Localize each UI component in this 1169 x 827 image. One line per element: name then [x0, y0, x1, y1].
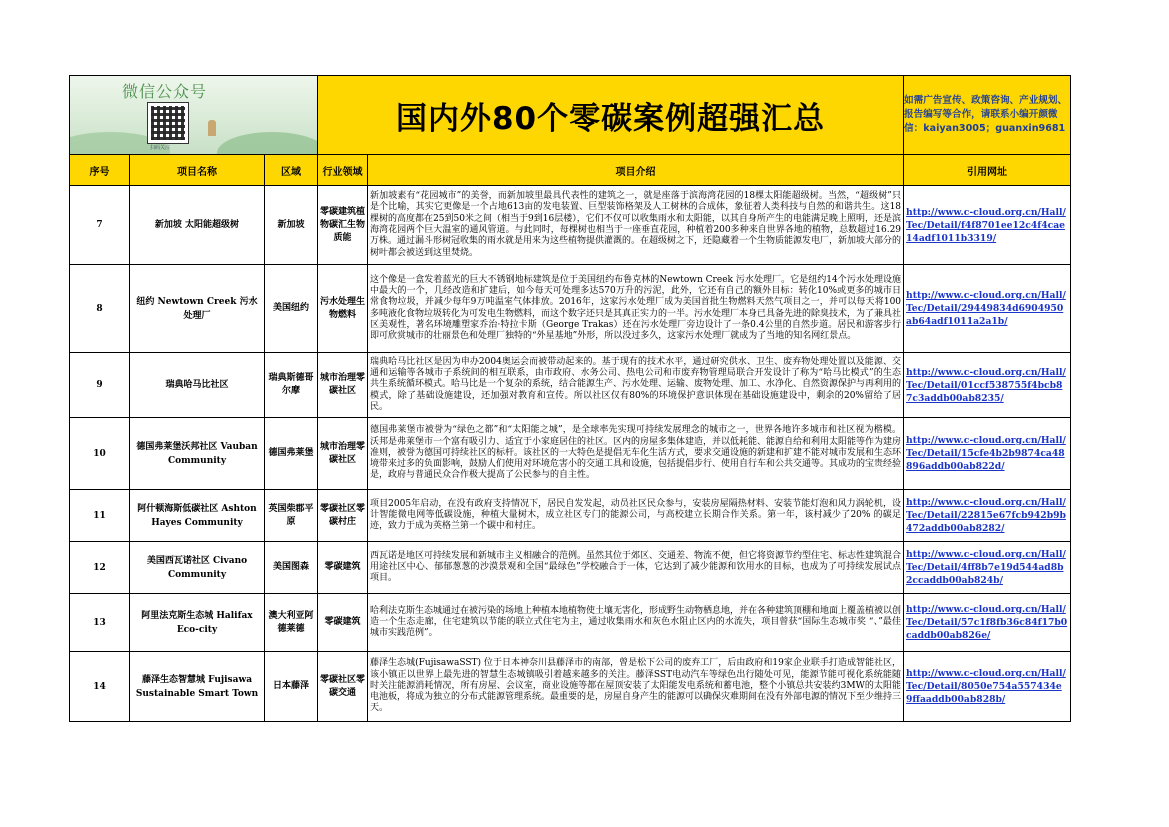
reference-url-cell — [904, 652, 1071, 722]
project-name-cell: 阿里法克斯生态城 Halifax Eco-city — [130, 594, 265, 652]
column-header-row — [70, 155, 1071, 186]
reference-link[interactable]: http://www.c-cloud.org.cn/Hall/Tec/Detail/01ccf538755f4bcb87c3addb00ab8235/ — [906, 366, 1066, 404]
column-header: 引用网址 — [904, 155, 1071, 186]
column-header: 项目介绍 — [368, 155, 904, 186]
page-title: 国内外80个零碳案例超强汇总 — [318, 76, 904, 155]
project-intro-cell: 项目2005年启动，在没有政府支持情况下，居民自发发起，动员社区民众参与，安装房屋隔热材料、安装节能灯泡和风力涡轮机，设计智能微电网等低碳设施，种植大量树木，成立社区专门的能源公司，与高校建立长期合作关系。第一年，该村减少了20% 的碳足迹，致力于成为英格兰第一个碳中和村庄。 — [368, 490, 904, 542]
qr-caption: 扫码关注 — [150, 145, 171, 151]
reference-link[interactable]: http://www.c-cloud.org.cn/Hall/Tec/Detail/22815e67fcb942b9b472addb00ab8282/ — [906, 497, 1066, 534]
table-row — [70, 265, 1071, 353]
row-number-cell: 13 — [70, 594, 130, 652]
project-name-cell: 藤泽生态智慧城 Fujisawa Sustainable Smart Town — [130, 652, 265, 722]
reference-link[interactable]: http://www.c-cloud.org.cn/Hall/Tec/Detail/f4f8701ee12c4f4cae14adf1011b3319/ — [906, 206, 1066, 244]
person-icon — [208, 120, 216, 136]
region-cell: 美国图森 — [265, 542, 318, 594]
project-intro-cell: 西瓦诺是地区可持续发展和新城市主义相融合的范例。虽然其位于郊区、交通差、物流不便，但它将资源节约型住宅、标志性建筑混合用途社区中心、郁郁葱葱的沙漠景观和全国“最绿色”学校融合于一体，它达到了减少能源和饮用水的目标，也成为了可持续发展试点项目。 — [368, 542, 904, 594]
table-row — [70, 594, 1071, 652]
spreadsheet — [69, 75, 1070, 722]
reference-url-cell — [904, 186, 1071, 265]
project-intro-cell: 哈利法克斯生态城通过在被污染的场地上种植本地植物使土壤无害化，形成野生动物栖息地，并在各种建筑顶棚和地面上覆盖植被以创造一个生态走廊，住宅建筑以节能的联立式住宅为主，通过收集雨水和灰色水阻止区内的水流失，项目曾获“国际生态城市奖 “、”最佳城市实践范例”。 — [368, 594, 904, 652]
logo-cell — [70, 76, 318, 155]
row-number-cell: 12 — [70, 542, 130, 594]
reference-url-cell — [904, 265, 1071, 353]
industry-field-cell: 污水处理生物燃料 — [318, 265, 368, 353]
table-row — [70, 418, 1071, 490]
case-table — [69, 75, 1071, 722]
project-intro-cell: 新加坡素有“花园城市”的美誉，而新加坡里最具代表性的建筑之一，就是座落于滨海湾花园的18棵太阳能超级树。当然，“超级树”只是个比喻，其实它更像是一个占地613亩的发电装置、巨型装饰格架及人工树林的合成体，象征着人类科技与自然的和谐共生。这18棵树的高度都在25到50米之间（相当于9到16层楼），它们不仅可以收集雨水和太阳能，以其自身所产生的电能满足晚上照明，还是滨海湾花园两个巨大温室的通风管道。与此同时，每棵树也相当于一座垂直花园，种植着200多种来自世界各地的植物，总数超过16.29万株。通过漏斗形树冠收集的雨水就是用来为这些植物提供灌溉的。在超级树之下，还隐藏着一个生物质能源发电厂，新加坡大部分的树叶都会被送到这里焚烧。 — [368, 186, 904, 265]
industry-field-cell: 零碳社区零碳交通 — [318, 652, 368, 722]
reference-link[interactable]: http://www.c-cloud.org.cn/Hall/Tec/Detail/4ff8b7e19d544ad8b2ccaddb00ab824b/ — [906, 549, 1066, 586]
table-row — [70, 490, 1071, 542]
row-number-cell: 7 — [70, 186, 130, 265]
reference-url-cell — [904, 353, 1071, 418]
hill-decoration — [217, 132, 317, 154]
row-number-cell: 11 — [70, 490, 130, 542]
table-row — [70, 542, 1071, 594]
region-cell: 德国弗莱堡 — [265, 418, 318, 490]
industry-field-cell: 零碳建筑植物碳汇生物质能 — [318, 186, 368, 265]
project-name-cell: 阿什顿海斯低碳社区 Ashton Hayes Community — [130, 490, 265, 542]
project-intro-cell: 德国弗莱堡市被誉为“绿色之都”和“太阳能之城”，是全球率先实现可持续发展理念的城市之一，世界各地许多城市和社区视为楷模。沃邦是弗莱堡市一个富有吸引力、适宜于小家庭居住的社区。区内的房屋多集体建造，并以低耗能、能源自给和利用太阳能等作为建房准则，被誉为德国可持续社区的标杆。该社区的一大特色是提倡无车化生活方式，要求交通设施的新建和扩建不能对城市发展和生态环境带来过多的负面影响，鼓励人们使用对环境危害小的交通工具和设施，包括提倡步行、使用自行车和公共交通等。其成功的宝贵经验是，政府与普通民众合作极大提高了公民参与的自主性。 — [368, 418, 904, 490]
industry-field-cell: 零碳建筑 — [318, 542, 368, 594]
project-name-cell: 瑞典哈马比社区 — [130, 353, 265, 418]
reference-link[interactable]: http://www.c-cloud.org.cn/Hall/Tec/Detail/57c1f8fb36c84f17b0caddb00ab826e/ — [906, 604, 1068, 641]
column-header: 行业领域 — [318, 155, 368, 186]
column-header: 序号 — [70, 155, 130, 186]
reference-url-cell — [904, 594, 1071, 652]
project-name-cell: 新加坡 太阳能超级树 — [130, 186, 265, 265]
reference-url-cell — [904, 542, 1071, 594]
project-name-cell: 纽约 Newtown Creek 污水处理厂 — [130, 265, 265, 353]
table-row — [70, 186, 1071, 265]
project-intro-cell: 这个像是一盒发着蓝光的巨大不锈钢地标建筑是位于美国纽约布鲁克林的Newtown Creek 污水处理厂。它是纽约14个污水处理设施中最大的一个，几经改造和扩建后，如今每天可处理多达570万升的污泥，此外，它还有自己的额外目标：转化10%或更多的城市日常食物垃圾，并减少每年9万吨温室气体排放。2016年，这家污水处理厂成为美国首批生物燃料天然气项目之一，并可以每天将100多吨液化食物垃圾转化为可发电生物燃料，而这个数字还只是其真正实力的一半。污水处理厂本身已具备先进的除臭技术，为了兼具社区美观性，著名环境雕塑家乔治·特拉卡斯（George Trakas）还在污水处理厂旁边设计了一条0.4公里的自然步道。居民和游客步行即可欣赏城市的壮丽景色和处理厂独特的“外星基地”外形，所以没过多久，这家污水处理厂就成为了当地的知名网红景点。 — [368, 265, 904, 353]
project-name-cell: 美国西瓦诺社区 Civano Community — [130, 542, 265, 594]
region-cell: 美国纽约 — [265, 265, 318, 353]
column-header: 项目名称 — [130, 155, 265, 186]
row-number-cell: 9 — [70, 353, 130, 418]
industry-field-cell: 零碳社区零碳村庄 — [318, 490, 368, 542]
wechat-banner — [70, 76, 317, 154]
table-row — [70, 652, 1071, 722]
region-cell: 瑞典斯德哥尔摩 — [265, 353, 318, 418]
region-cell: 新加坡 — [265, 186, 318, 265]
project-intro-cell: 瑞典哈马比社区是因为申办2004奥运会而被带动起来的。基于现有的技术水平，通过研究供水、卫生、废弃物处理处置以及能源、交通和运输等各城市子系统间的相互联系，由市政府、水务公司、热电公司和市废弃物管理局联合开发设计了称为“哈马比模式”的生态共生系统循环模式。哈马比是一个复杂的系统，结合能源生产、污水处理、运输、废物处理、加工、水净化、自然资源保护与再利用的模式，除了基础设施建设，还加强对教育和宣传。所以社区仅有80%的环境保护意识体现在基础设施建设中，剩余的20%留给了居民。 — [368, 353, 904, 418]
industry-field-cell: 零碳建筑 — [318, 594, 368, 652]
region-cell: 英国柴郡平原 — [265, 490, 318, 542]
reference-link[interactable]: http://www.c-cloud.org.cn/Hall/Tec/Detail/29449834d6904950ab64adf1011a2a1b/ — [906, 290, 1066, 327]
project-name-cell: 德国弗莱堡沃邦社区 Vauban Community — [130, 418, 265, 490]
project-intro-cell: 藤泽生态城(FujisawaSST) 位于日本神奈川县藤泽市的南部，曾是松下公司的废弃工厂，后由政府和19家企业联手打造成智能社区，该小镇正以世界上最先进的智慧生态城镇吸引着越来越多的关注。藤泽SST电动汽车等绿色出行随处可见，能源节能可视化系统能随时关注能源消耗情况，所有房屋、会议室，商业设施等都在屋顶安装了太阳能发电系统和蓄电池，整个小镇总共安装约3MW的太阳能电池板，将成为独立的分布式能源管理系统。最重要的是，房屋自身产生的能源可以确保灾难期间在没有外部电源的情况下至少维持三天。 — [368, 652, 904, 722]
row-number-cell: 10 — [70, 418, 130, 490]
column-header: 区域 — [265, 155, 318, 186]
reference-link[interactable]: http://www.c-cloud.org.cn/Hall/Tec/Detail/15cfe4b2b9874ca48896addb00ab822d/ — [906, 435, 1066, 472]
row-number-cell: 14 — [70, 652, 130, 722]
region-cell: 澳大利亚阿德莱德 — [265, 594, 318, 652]
reference-link[interactable]: http://www.c-cloud.org.cn/Hall/Tec/Detail/8050e754a557434e9ffaaddb00ab828b/ — [906, 668, 1066, 705]
contact-ad: 如需广告宣传、政策咨询、产业规划、报告编写等合作，请联系小编开颜微信：kaiyan3005；guanxin9681 — [904, 76, 1071, 155]
table-row — [70, 353, 1071, 418]
reference-url-cell — [904, 418, 1071, 490]
region-cell: 日本藤泽 — [265, 652, 318, 722]
row-number-cell: 8 — [70, 265, 130, 353]
wechat-title: 微信公众号 — [122, 82, 208, 101]
qr-code-icon — [147, 102, 189, 144]
industry-field-cell: 城市治理零碳社区 — [318, 418, 368, 490]
reference-url-cell — [904, 490, 1071, 542]
industry-field-cell: 城市治理零碳社区 — [318, 353, 368, 418]
title-row — [70, 76, 1071, 155]
